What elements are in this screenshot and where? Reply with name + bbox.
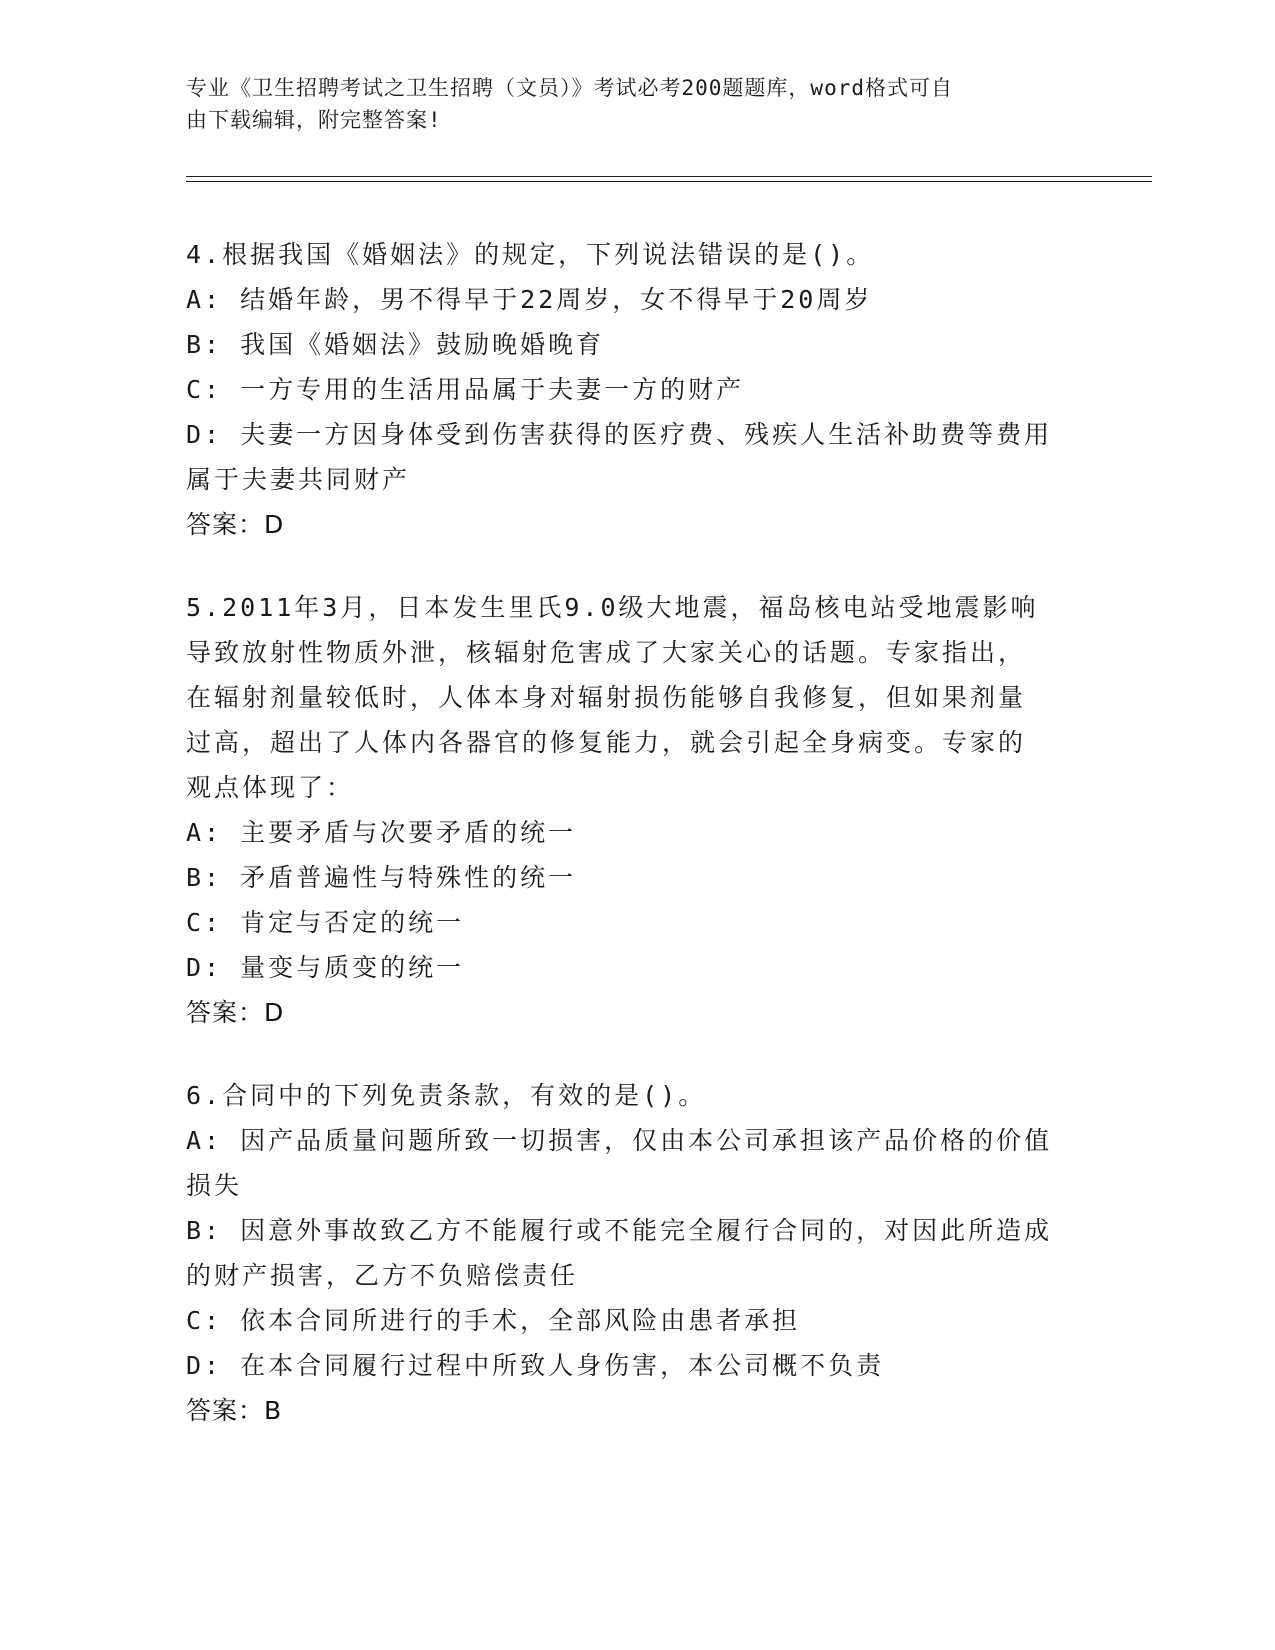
question-stem-line: 4.根据我国《婚姻法》的规定，下列说法错误的是()。 [186, 240, 875, 269]
option-line: B: 因意外事故致乙方不能履行或不能完全履行合同的，对因此所造成 [186, 1216, 1053, 1245]
answer-label: 答案： [186, 510, 265, 539]
question-stem-line: 过高，超出了人体内各器官的修复能力，就会引起全身病变。专家的 [186, 728, 1027, 757]
question-stem-line: 5.2011年3月，日本发生里氏9.0级大地震，福岛核电站受地震影响 [186, 593, 1039, 622]
option-line: B: 我国《婚姻法》鼓励晚婚晚育 [186, 330, 605, 359]
question-stem-line: 在辐射剂量较低时，人体本身对辐射损伤能够自我修复，但如果剂量 [186, 683, 1027, 712]
question-stem-line: 导致放射性物质外泄，核辐射危害成了大家关心的话题。专家指出， [186, 638, 1027, 667]
option-line: C: 肯定与否定的统一 [186, 908, 465, 937]
answer-line [186, 1388, 1066, 1433]
option-line: C: 依本合同所进行的手术，全部风险由患者承担 [186, 1306, 801, 1335]
option-line: 属于夫妻共同财产 [186, 465, 411, 494]
option-line: 损失 [186, 1171, 243, 1200]
answer-line [186, 990, 1066, 1035]
page-header [186, 72, 1066, 136]
question-block [186, 585, 1066, 1035]
question-block [186, 1073, 1066, 1433]
answer-value: D [264, 510, 285, 539]
question-stem-line: 6.合同中的下列免责条款，有效的是()。 [186, 1081, 707, 1110]
option-line: D: 在本合同履行过程中所致人身伤害，本公司概不负责 [186, 1351, 885, 1380]
header-rule-bottom [186, 181, 1152, 182]
answer-label: 答案： [186, 1396, 265, 1425]
header-rule-top [186, 176, 1152, 177]
option-line: C: 一方专用的生活用品属于夫妻一方的财产 [186, 375, 745, 404]
question-stem-line: 观点体现了： [186, 773, 355, 802]
header-line-2: 由下载编辑，附完整答案! [186, 108, 442, 132]
answer-label: 答案： [186, 998, 265, 1027]
option-line: D: 量变与质变的统一 [186, 953, 465, 982]
answer-value: D [264, 998, 285, 1027]
option-line: A: 结婚年龄，男不得早于22周岁，女不得早于20周岁 [186, 285, 873, 314]
question-block [186, 232, 1066, 547]
question-list [186, 232, 1066, 1471]
option-line: B: 矛盾普遍性与特殊性的统一 [186, 863, 577, 892]
option-line: 的财产损害，乙方不负赔偿责任 [186, 1261, 579, 1290]
answer-line [186, 502, 1066, 547]
answer-value: B [264, 1396, 283, 1425]
option-line: A: 因产品质量问题所致一切损害，仅由本公司承担该产品价格的价值 [186, 1126, 1053, 1155]
header-line-1: 专业《卫生招聘考试之卫生招聘（文员）》考试必考200题题库，word格式可自 [186, 76, 953, 100]
option-line: D: 夫妻一方因身体受到伤害获得的医疗费、残疾人生活补助费等费用 [186, 420, 1053, 449]
option-line: A: 主要矛盾与次要矛盾的统一 [186, 818, 577, 847]
